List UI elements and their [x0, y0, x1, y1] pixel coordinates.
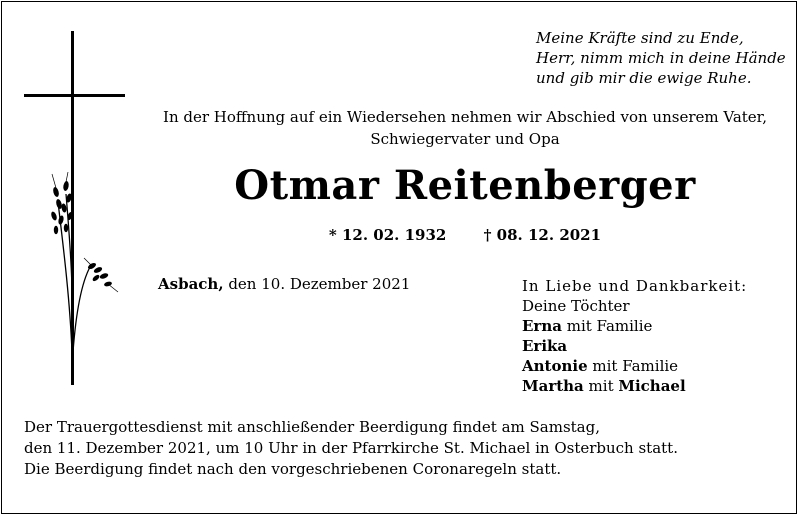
- family-member: [522, 336, 747, 356]
- death-date: † 08. 12. 2021: [483, 226, 602, 244]
- service-line: Die Beerdigung findet nach den vorgeschriebenen Coronaregeln statt.: [24, 460, 562, 478]
- poem-line: Herr, nimm mich in deine Hände: [536, 49, 786, 67]
- member-name: Erna: [522, 317, 562, 335]
- member-name: Martha: [522, 377, 584, 395]
- daughters-label: Deine Töchter: [522, 297, 630, 315]
- member-suffix: mit Familie: [587, 357, 679, 375]
- service-info: [24, 417, 678, 480]
- intro-line: Schwiegervater und Opa: [370, 130, 560, 148]
- birth-date: * 12. 02. 1932: [328, 226, 447, 244]
- intro-line: In der Hoffnung auf ein Wiedersehen nehmen wir Abschied von unserem Vater,: [163, 108, 767, 126]
- family-member: [522, 356, 747, 376]
- member-suffix: mit Familie: [561, 317, 653, 335]
- family-list: [522, 276, 747, 396]
- poem-line: und gib mir die ewige Ruhe.: [536, 69, 752, 87]
- service-line: Der Trauergottesdienst mit anschließender Beerdigung findet am Samstag,: [24, 418, 600, 436]
- family-heading: In Liebe und Dankbarkeit:: [522, 277, 748, 295]
- date: den 10. Dezember 2021: [223, 275, 411, 293]
- family-member: [522, 316, 747, 336]
- poem-line: Meine Kräfte sind zu Ende,: [536, 29, 744, 47]
- wheat-icon: [44, 172, 124, 352]
- deceased-name: Otmar Reitenberger: [234, 162, 696, 209]
- member-name: Antonie: [522, 357, 588, 375]
- member-name: Erika: [522, 337, 568, 355]
- place-date: [158, 275, 410, 293]
- intro-text: [150, 106, 780, 150]
- place: Asbach,: [158, 275, 224, 293]
- poem: [536, 28, 786, 88]
- family-member: [522, 376, 747, 396]
- member-suffix: mit: [583, 377, 619, 395]
- service-line: den 11. Dezember 2021, um 10 Uhr in der Pfarrkirche St. Michael in Osterbuch statt.: [24, 439, 678, 457]
- life-dates: [150, 226, 780, 244]
- member-partner: Michael: [618, 377, 686, 395]
